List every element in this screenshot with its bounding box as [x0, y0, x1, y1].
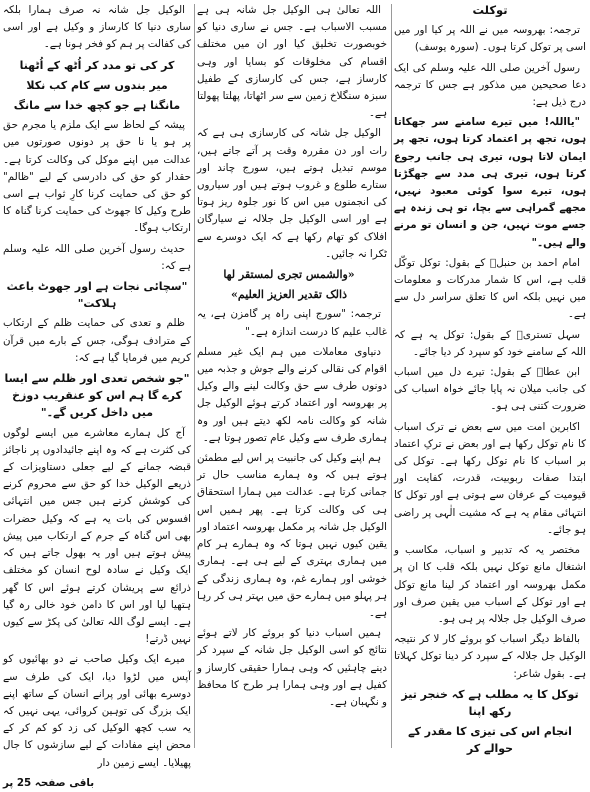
column-left	[3, 2, 191, 789]
column-right	[394, 2, 586, 756]
paragraph: سہل تستریؒ کے بقول: توکل یہ ہے کہ اللہ کے سامنے خود کو سپرد کر دیا جائے۔	[394, 328, 586, 358]
couplet-line: انجام اس کی تیزی کا مقدر کے حوالے کر	[408, 725, 572, 756]
arabic-verse: ذالک تقدیر العزیز العلیم»	[231, 288, 347, 302]
couplet-line: مانگنا ہے جو کچھ خدا سے مانگ	[13, 99, 181, 113]
paragraph: اکابرین امت میں سے بعض نے ترک اسباب کا نام توکل رکھا ہے اور بعض نے ترکِ اعتماد بر اسباب کا نام توکل رکھا ہے۔ توکل کی ابتدا صفات ربوبیت، قدرت، کفایت اور قیومیت کے عرفان سے ہوتی ہے اور توکل کا انتہائی مقام یہ ہے کہ مشیت الٰہی پر راضی ہو جائے۔	[394, 420, 586, 536]
quran-quote: "جو شخص تعدی اور ظلم سے ایسا کرے گا ہم اس کو عنقریب دوزخ میں داخل کریں گے۔"	[4, 372, 190, 420]
paragraph: ہمیں اسباب دنیا کو بروئے کار لاتے ہوئے نتائج کو اسی الوکیل جل شانہ کے سپرد کر دینے چاہئیں کہ وہی ہمارا حقیقی کارساز و کفیل ہے اور وہی ہمارا ہر طرح کا محافظ و نگہبان ہے۔	[197, 627, 387, 708]
paragraph: ترجمہ: "سورج اپنی راہ پر گامزن ہے، یہ غالب علیم کا درست اندازہ ہے۔"	[197, 308, 387, 338]
paragraph: الوکیل جل شانہ کی کارسازی ہی ہے کہ رات اور دن مقررہ وقت پر آتے جاتے ہیں، موسم تبدیل ہوتے ہیں، سورج چاند اور ستارے طلوع و غروب ہوتے ہیں اور سیاروں کی انجمنوں میں اس کا نور جلوہ ریز ہوتا ہے اور اسی الوکیل جل جلالہ نے سیارگان افلاک کو تھام رکھا ہے کہ ایک دوسرے سے ٹکرا نہ جائیں۔	[197, 127, 387, 260]
arabic-verse: «والشمس تجری لمستقر لها	[223, 268, 355, 282]
continued-on-page: باقی صفحہ 25 پر	[3, 776, 95, 789]
paragraph: میرے ایک وکیل صاحب نے دو بھائیوں کو آپس میں لڑوا دیا، ایک کی طرف سے دوسرے بھائی اور پرانے انسان کے ساتھ اپنے ایک بزرگ کی توہین کروائی، یہی نہیں کہ یہ سب کچھ الوکیل کی زد کو کم کر کے محض اپنے مفادات کے لیے سازشوں کا جال پھیلایا۔ ایسے زمین دار	[3, 653, 191, 769]
paragraph: رسول آخرین صلی اللہ علیہ وسلم کی ایک دعا صحیحین میں مذکور ہے جس کا ترجمہ درج ذیل ہے:	[394, 61, 586, 109]
couplet-line: توکل کا یہ مطلب ہے کہ خنجر تیز رکھ اپنا	[401, 687, 579, 718]
paragraph: اللہ تعالیٰ ہی الوکیل جل شانہ ہی ہے مسبب الاسباب ہے۔ جس نے ساری دنیا کو خوبصورت تخلیق کیا اور ان میں مختلف اقسام کی مخلوقات کو بسایا اور وہی کارساز ہے، جس کی کارسازی کے طفیل سبزہ سنگلاخ زمین سے سر اٹھاتا، پھلتا پھولتا ہے۔	[197, 4, 387, 120]
section-heading: توکلت	[472, 3, 508, 17]
paragraph: حدیث رسول آخرین صلی اللہ علیہ وسلم ہے کہ:	[3, 242, 191, 272]
paragraph: ظلم و تعدی کی حمایت ظلم کے ارتکاب کے مترادف ہوگی، جس کے بارے میں قرآن کریم میں فرمایا گیا ہے کہ:	[3, 317, 191, 364]
paragraph: ترجمہ: بھروسہ میں نے اللہ پر کیا اور میں اسی پر توکل کرتا ہوں۔ (سورہ یوسف)	[394, 24, 586, 54]
paragraph: الوکیل جل شانہ نہ صرف ہمارا بلکہ ساری دنیا کا کارساز و وکیل ہے اور اسی کی کفالت پر ہم کو فخر ہونا ہے۔	[3, 4, 191, 51]
paragraph: ہم اپنے وکیل کی جانبیت پر اس لیے مطمئن ہوتے ہیں کہ وہ ہمارے مناسب حال تر جمانی کرتا ہے۔ عدالت میں ہمارا استحقاق ہی کی وکالت کرتا ہے۔ پھر ہمیں اس الوکیل جل شانہ پر مکمل بھروسہ اعتماد اور یقین کیوں نہیں ہوتا کہ وہ ہمارے ہر کام میں ہماری بہتری کے لیے ہی ہے۔ ہماری خوشی اور ہمارے غم، وہ ہماری زندگی کے ہر پہلو میں ہمارے حق میں بہتر ہی کر رہا ہے۔	[196, 452, 387, 619]
paragraph: امام احمد بن حنبلؒ کے بقول: توکل توکّل قلب ہے، اس کا شمار مدرکات و معلومات میں نہیں بلکہ اس کا تعلق سراسر دل سے ہے۔	[394, 256, 586, 321]
paragraph: مختصر یہ کہ تدبیر و اسباب، مکاسب و اشتغال مانع توکل نہیں بلکہ قلب کا ان پر مکمل بھروسہ اور اعتماد کر لینا مانع توکل ہے اور توکل کے اسباب میں یقین صرف اور صرف الوکیل جل جلالہ پر ہی ہو۔	[394, 544, 586, 625]
paragraph: بالفاظ دیگر اسباب کو بروئے کار لا کر نتیجہ الوکیل جل جلالہ کے سپرد کر دینا توکل کہلاتا ہے۔ بقول شاعر:	[394, 633, 586, 680]
paragraph: پیشہ کے لحاظ سے ایک ملزم یا مجرم حق پر ہو یا نا حق پر دونوں صورتوں میں عدالت میں اپنے موکل کی وکالت کرتا ہے۔ حقدار کو حق کی دادرسی کے لیے "ظالم" کو حق کی حمایت کرنا کارِ ثواب ہے اسی طرح وکیل کا جھوٹ کی حمایت کرنا گناہ کا ارتکاب ہوگا۔	[3, 119, 191, 235]
column-divider	[391, 4, 392, 748]
hadith-quote: "سچائی نجات ہے اور جھوٹ باعث ہلاکت"	[6, 280, 188, 311]
couplet-line: میر بندوں سے کام کب نکلا	[26, 78, 168, 92]
column-divider	[194, 4, 195, 748]
paragraph: ابن عطاؒ کے بقول: تیرے دل میں اسباب کی جانب میلان نہ پایا جائے خواہ اسباب کی ضرورت کتنی ہی ہو۔	[394, 366, 586, 413]
paragraph: آج کل ہمارے معاشرے میں ایسے لوگوں کی کثرت ہے کہ وہ اپنے جائیدادوں پر ناجائز قبضہ جمانے کے لیے جعلی دستاویزات کے ذریعے الوکیل خدا کو حق سے محروم کرنے کی کوشش کرتے ہیں جس میں انتہائی افسوس کی بات یہ ہے کہ وکیل حضرات بھی اس گناہ کے جرم کے ارتکاب میں پیش پیش ہوتے ہیں اور یہ بھول جاتے ہیں کہ ایک وکیل نے سادہ لوح انسان کو مختلف ذرائع سے پریشان کرتے ہوئے اس کا گھر ہتھیا لیا اور اس کا دامن خود خالی رہ گیا ہے۔ ایسے لوگ اللہ تعالیٰ کی پکڑ سے کیوں نہیں ڈرتے!	[3, 426, 191, 646]
paragraph: دنیاوی معاملات میں ہم ایک غیر مسلم اقوام کی نقالی کرنے والے جوش و جذبہ میں دونوں طرف سے حق وکالت لینے والے وکیل پر بھروسہ اور اعتماد کرتے ہوئے الوکیل جل شانہ کو وکالت نامہ لکھ دیتے ہیں اور وہ ہماری طرف سے وکیل عام تصور ہوتا ہے۔	[197, 345, 387, 444]
couplet-line: کر کی تو مدد کر اُٹھ کے اُٹھنا	[19, 58, 175, 72]
column-middle	[197, 2, 387, 750]
dua-quote: "یااللہ! میں تیرے سامنے سر جھکاتا ہوں، تجھ پر اعتماد کرتا ہوں، تجھ پر ایمان لاتا ہوں، تیری ہی جانب رجوع کرتا ہوں، تیری ہی مدد سے جھگڑتا ہوں، تیرے سوا کوئی معبود نہیں، مجھے گمراہی سے بچا، تو ہی زندہ ہے جسے موت نہیں، جن و انسان تو مرنے والے ہیں۔"	[394, 116, 586, 249]
